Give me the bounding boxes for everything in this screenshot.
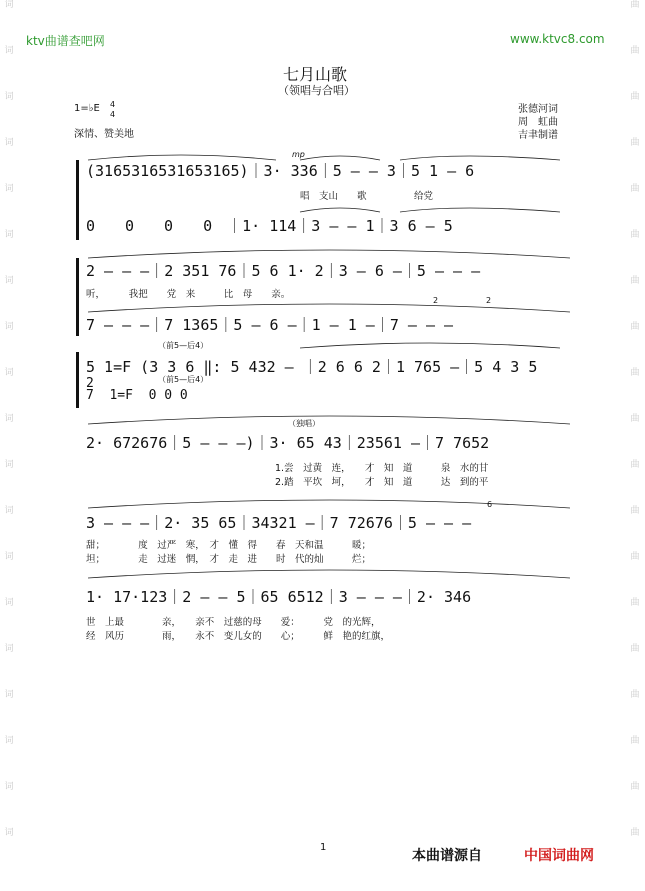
watermark-glyph: 曲 bbox=[630, 460, 640, 470]
watermark-glyph: 曲 bbox=[630, 46, 640, 56]
watermark-glyph: 曲 bbox=[630, 138, 640, 148]
system2-lower: 7 — — —｜7 1365｜5 — 6 —｜1 — 1 —｜7 — — — bbox=[86, 316, 454, 334]
dynamic-mark: mp bbox=[292, 150, 305, 159]
slur bbox=[88, 416, 570, 424]
site-link-right[interactable]: www.ktvc8.com bbox=[510, 32, 605, 46]
watermark-glyph: 曲 bbox=[630, 414, 640, 424]
watermark-glyph: 曲 bbox=[630, 598, 640, 608]
watermark-glyph: 词 bbox=[4, 644, 14, 654]
watermark-glyph: 曲 bbox=[630, 0, 640, 10]
watermark-glyph: 词 bbox=[4, 460, 14, 470]
key-signature: 1=♭E bbox=[74, 103, 100, 114]
slur bbox=[300, 208, 380, 212]
watermark-glyph: 曲 bbox=[630, 782, 640, 792]
page-number: 1 bbox=[320, 842, 327, 853]
slur bbox=[88, 304, 570, 312]
watermark-glyph: 词 bbox=[4, 736, 14, 746]
system2-upper: 2 — — —｜2 351 76｜5 6 1· 2｜3 — 6 —｜5 — — — bbox=[86, 262, 481, 280]
watermark-glyph: 词 bbox=[4, 230, 14, 240]
source-name[interactable]: 中国词曲网 bbox=[524, 848, 594, 864]
slur bbox=[400, 208, 560, 212]
watermark-glyph: 曲 bbox=[630, 276, 640, 286]
staff-brace bbox=[76, 352, 79, 408]
watermark-glyph: 曲 bbox=[630, 690, 640, 700]
chord-mark: 2 bbox=[433, 296, 439, 305]
watermark-glyph: 曲 bbox=[630, 92, 640, 102]
watermark-glyph: 曲 bbox=[630, 230, 640, 240]
time-sig-bottom: 4 bbox=[110, 110, 116, 119]
staff-brace bbox=[76, 258, 79, 336]
song-title: 七月山歌 bbox=[283, 65, 348, 84]
watermark-glyph: 词 bbox=[4, 552, 14, 562]
slur bbox=[88, 500, 570, 508]
watermark-glyph: 词 bbox=[4, 828, 14, 838]
watermark-glyph: 词 bbox=[4, 368, 14, 378]
time-sig-top: 4 bbox=[110, 100, 116, 109]
lyricist: 张德河词 bbox=[518, 104, 558, 115]
watermark-glyph: 曲 bbox=[630, 644, 640, 654]
watermark-glyph: 曲 bbox=[630, 828, 640, 838]
watermark-glyph: 词 bbox=[4, 46, 14, 56]
expression-mark: 深情、赞美地 bbox=[74, 129, 134, 140]
system3-upper: 5 1=F (3 3 6 ‖: 5 432 — ｜2 6 6 2｜1 765 —｜5 4 3 5 bbox=[86, 358, 538, 376]
watermark-glyph: 曲 bbox=[630, 184, 640, 194]
watermark-glyph: 词 bbox=[4, 184, 14, 194]
watermark-glyph: 词 bbox=[4, 276, 14, 286]
site-link-left[interactable]: ktv曲谱查吧网 bbox=[26, 34, 105, 48]
system1-upper: (3165316531653165)｜3· 336｜5 — — 3｜5 1 — 6 bbox=[86, 162, 475, 180]
watermark-glyph: 词 bbox=[4, 506, 14, 516]
system6-upper: 1· 17·123｜2 — — 5｜65 6512｜3 — — —｜2· 346 bbox=[86, 588, 472, 606]
watermark-glyph: 词 bbox=[4, 414, 14, 424]
watermark-glyph: 词 bbox=[4, 92, 14, 102]
watermark-glyph: 词 bbox=[4, 138, 14, 148]
system5-lyric-verse1: 甜； 度 过严 寒， 才 懂 得 春 天和温 暖； bbox=[86, 540, 372, 551]
system4-upper: 2· 672676｜5 — — —)｜3· 65 43｜23561 —｜7 7652 bbox=[86, 434, 490, 452]
slur bbox=[88, 570, 570, 578]
system6-lyric-verse2: 经 风历 雨， 永不 变儿女的 心； 鲜 艳的红旗， bbox=[86, 631, 391, 642]
system4-lyric-verse1: 1.尝 过黄 连， 才 知 道 泉 水的甘 bbox=[275, 463, 489, 474]
chord-mark: 2 bbox=[486, 296, 492, 305]
slur bbox=[88, 250, 570, 258]
watermark-glyph: 词 bbox=[4, 782, 14, 792]
watermark-glyph: 曲 bbox=[630, 506, 640, 516]
system6-lyric-verse1: 世 上最 亲， 亲不 过慈的母 爱： 党 的光辉， bbox=[86, 617, 381, 628]
watermark-glyph: 曲 bbox=[630, 552, 640, 562]
system1-lyric: 唱 支山 歌 给党 bbox=[300, 191, 434, 202]
system1-lower: 0 0 0 0 ｜1· 114｜3 — — 1｜3 6 — 5 bbox=[86, 217, 453, 235]
watermark-glyph: 词 bbox=[4, 690, 14, 700]
watermark-glyph: 曲 bbox=[630, 368, 640, 378]
system4-lyric-verse2: 2.踏 平坎 坷， 才 知 道 达 到的平 bbox=[275, 477, 489, 488]
grace-note: 6 bbox=[487, 500, 493, 509]
watermark-glyph: 词 bbox=[4, 598, 14, 608]
solo-mark: （独唱） bbox=[288, 419, 320, 428]
watermark-glyph: 曲 bbox=[630, 736, 640, 746]
slur bbox=[300, 343, 560, 348]
system3-lower: 2 7 1=F 0 0 0 bbox=[86, 376, 188, 403]
song-subtitle: （领唱与合唱） bbox=[278, 84, 355, 97]
composer: 周 虹曲 bbox=[518, 117, 558, 128]
system5-upper: 3 — — —｜2· 35 65｜34321 —｜7 72676｜5 — — — bbox=[86, 514, 472, 532]
watermark-glyph: 词 bbox=[4, 0, 14, 10]
source-label: 本曲谱源自 bbox=[412, 848, 482, 864]
performance-note: （前5—后4） bbox=[158, 341, 209, 350]
watermark-glyph: 曲 bbox=[630, 322, 640, 332]
performance-note: （前5—后4） bbox=[158, 375, 209, 384]
staff-brace bbox=[76, 160, 79, 240]
arranger: 吉聿制谱 bbox=[518, 130, 558, 141]
system5-lyric-verse2: 坦； 走 过迷 惘， 才 走 进 时 代的灿 烂； bbox=[86, 554, 372, 565]
system2-lyric: 听， 我把 党 来 比 母 亲。 bbox=[86, 289, 291, 300]
watermark-glyph: 词 bbox=[4, 322, 14, 332]
